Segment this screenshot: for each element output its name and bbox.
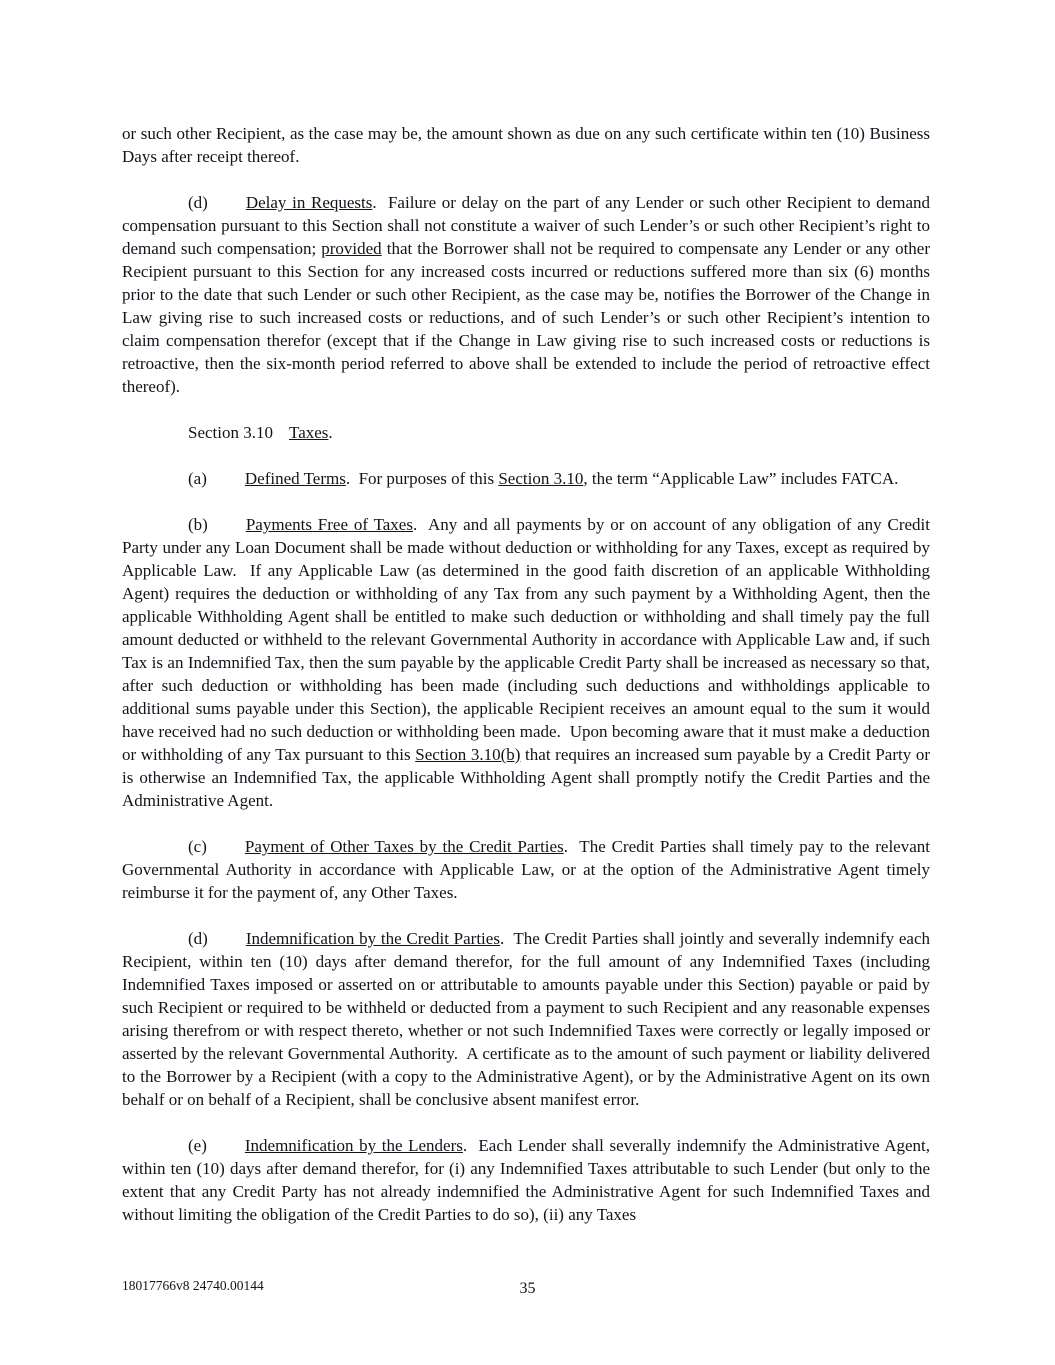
text-segment-underlined: Section 3.10(b) xyxy=(415,745,521,764)
text-segment: (d) xyxy=(188,193,208,212)
text-segment: . Any and all payments by or on account of any obligation of any Credit Party under any Loan Document shall be made without deduction or withholding for any Taxes, except as required by Applicable Law. If any Applicable Law (as determined in the good faith discretion of an applicable Withholding Agent) requires the deduction or withholding of any Tax from any such payment by a Withholding Agent, then the applicable Withholding Agent shall be entitled to make such deduction or withholding and shall timely pay the full amount deducted or withheld to the relevant Governmental Authority in accordance with Applicable Law and, if such Tax is an Indemnified Tax, then the sum payable by the applicable Credit Party shall be increased as necessary so that, after such deduction or withholding has been made (including such deductions and withholdings applicable to additional sums payable under this Section), the applicable Recipient receives an amount equal to the sum it would have received had no such deduction or withholding been made. Upon becoming aware that it must make a deduction or withholding of any Tax pursuant to this xyxy=(122,515,930,764)
text-segment-underlined: Payment of Other Taxes by the Credit Parties xyxy=(244,837,564,856)
text-segment-underlined: Indemnification by the Lenders xyxy=(244,1136,463,1155)
text-segment: (b) xyxy=(188,515,208,534)
heading-section-3-10 xyxy=(122,421,930,444)
paragraph-d-delay-in-requests xyxy=(122,191,930,398)
footer-doc-id: 18017766v8 24740.00144 xyxy=(122,1278,264,1293)
text-segment: . xyxy=(328,423,333,442)
text-segment-underlined: provided xyxy=(321,239,382,258)
paragraph-b-payments-free-of-taxes xyxy=(122,513,930,812)
text-segment: or such other Recipient, as the case may be, the amount shown as due on any such certificate within ten (10) Business Days after receipt thereof. xyxy=(122,124,930,166)
text-segment-underlined: Delay in Requests xyxy=(245,193,373,212)
page-number: 35 xyxy=(519,1280,536,1297)
paragraph-continuation xyxy=(122,122,930,168)
text-segment: (a) xyxy=(188,469,207,488)
text-segment: . Each Lender shall severally indemnify the Administrative Agent, within ten (10) days after demand therefor, for (i) any Indemnified Taxes attributable to such Lender (but only to the extent that any Credit Party has not already indemnified the Administrative Agent for such Indemnified Taxes and without limiting the obligation of the Credit Parties to do so), (ii) any Taxes xyxy=(122,1136,930,1224)
paragraph-c-payment-of-other-taxes xyxy=(122,835,930,904)
text-segment: . Failure or delay on the part of any Lender or such other Recipient to demand compensation pursuant to this Section shall not constitute a waiver of such Lender’s or such other Recipient’s right to demand such compensation; xyxy=(122,193,930,258)
text-segment: (c) xyxy=(188,837,207,856)
text-segment: . The Credit Parties shall jointly and severally indemnify each Recipient, within ten (10) days after demand therefor, for the full amount of any Indemnified Taxes (including Indemnified Taxes imposed or asserted on or attributable to amounts payable under this Section) payable or paid by such Recipient or required to be withheld or deducted from a payment to such Recipient and any reasonable expenses arising therefrom or with respect thereto, whether or not such Indemnified Taxes were correctly or legally imposed or asserted by the relevant Governmental Authority. A certificate as to the amount of such payment or liability delivered to the Borrower by a Recipient (with a copy to the Administrative Agent), or by the Administrative Agent on its own behalf or on behalf of a Recipient, shall be conclusive absent manifest error. xyxy=(122,929,930,1109)
text-segment: (d) xyxy=(188,929,208,948)
paragraph-d-indemnification-credit-parties xyxy=(122,927,930,1111)
text-segment: . The Credit Parties shall timely pay to the relevant Governmental Authority in accordance with Applicable Law, or at the option of the Administrative Agent timely reimburse it for the payment of, any Other Taxes. xyxy=(122,837,930,902)
text-segment: (e) xyxy=(188,1136,207,1155)
text-segment-underlined: Section 3.10 xyxy=(498,469,584,488)
text-segment: , the term “Applicable Law” includes FATCA. xyxy=(583,469,899,488)
text-segment-underlined: Defined Terms xyxy=(244,469,346,488)
text-segment: . For purposes of this xyxy=(345,469,499,488)
text-segment-underlined: Indemnification by the Credit Parties xyxy=(245,929,500,948)
text-segment-underlined: Taxes xyxy=(289,423,329,442)
paragraph-a-defined-terms xyxy=(122,467,930,490)
text-segment: that the Borrower shall not be required to compensate any Lender or any other Recipient pursuant to this Section for any increased costs incurred or reductions suffered more than six (6) months prior to the date that such Lender or such other Recipient, as the case may be, notifies the Borrower of the Change in Law giving rise to such increased costs or reductions, and of such Lender’s or such other Recipient’s intention to claim compensation therefor (except that if the Change in Law giving rise to such increased costs or reductions is retroactive, then the six-month period referred to above shall be extended to include the period of retroactive effect thereof). xyxy=(122,239,930,396)
text-segment: Section 3.10 xyxy=(188,423,273,442)
paragraph-e-indemnification-lenders xyxy=(122,1134,930,1226)
text-segment-underlined: Payments Free of Taxes xyxy=(245,515,413,534)
document-body xyxy=(122,122,930,1249)
text-segment: that requires an increased sum payable by a Credit Party or is otherwise an Indemnified Tax, the applicable Withholding Agent shall promptly notify the Credit Parties and the Administrative Agent. xyxy=(122,745,930,810)
